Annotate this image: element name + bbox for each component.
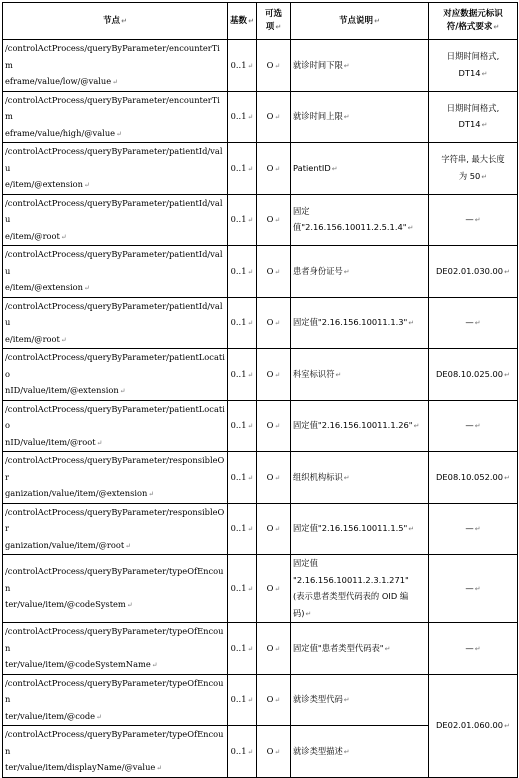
node-path-cell: /controlActProcess/queryByParameter/patientId/valu e/item/@extension↵ — [3, 246, 228, 298]
header-format: 对应数据元标识 符/格式要求↵ — [429, 3, 518, 40]
node-path-cell: /controlActProcess/queryByParameter/patientLocatio nID/value/item/@root↵ — [3, 400, 228, 452]
header-description: 节点说明↵ — [291, 3, 429, 40]
cardinality-cell: 0..1↵ — [228, 143, 257, 195]
description-cell: PatientID↵ — [291, 143, 429, 195]
cardinality-cell: 0..1↵ — [228, 40, 257, 92]
table-row — [3, 503, 518, 555]
format-cell: —↵ — [429, 297, 518, 349]
node-path-cell: /controlActProcess/queryByParameter/patientId/valu e/item/@root↵ — [3, 194, 228, 246]
node-path-cell: /controlActProcess/queryByParameter/encounterTim eframe/value/high/@value↵ — [3, 91, 228, 143]
description-cell: 固定值"2.16.156.10011.1.5"↵ — [291, 503, 429, 555]
optional-cell: O↵ — [257, 400, 291, 452]
cardinality-cell: 0..1↵ — [228, 194, 257, 246]
cardinality-cell: 0..1↵ — [228, 297, 257, 349]
node-path-cell: /controlActProcess/queryByParameter/patientId/valu e/item/@root↵ — [3, 297, 228, 349]
optional-cell: O↵ — [257, 726, 291, 778]
optional-cell: O↵ — [257, 194, 291, 246]
description-cell: 科室标识符↵ — [291, 349, 429, 401]
format-cell: —↵ — [429, 400, 518, 452]
description-cell: 固定值"2.16.156.10011.2.5.1.4"↵ — [291, 194, 429, 246]
header-optional: 可选 项↵ — [257, 3, 291, 40]
optional-cell: O↵ — [257, 555, 291, 623]
optional-cell: O↵ — [257, 40, 291, 92]
cardinality-cell: 0..1↵ — [228, 400, 257, 452]
description-cell: 患者身份证号↵ — [291, 246, 429, 298]
format-cell: 字符串, 最大长度 为 50↵ — [429, 143, 518, 195]
format-cell: —↵ — [429, 555, 518, 623]
cardinality-cell: 0..1↵ — [228, 674, 257, 726]
format-cell: —↵ — [429, 503, 518, 555]
table-row — [3, 452, 518, 504]
format-cell: DE02.01.030.00↵ — [429, 246, 518, 298]
optional-cell: O↵ — [257, 623, 291, 675]
format-cell: DE02.01.060.00↵ — [429, 674, 518, 777]
optional-cell: O↵ — [257, 452, 291, 504]
table-row — [3, 400, 518, 452]
header-node: 节点↵ — [3, 3, 228, 40]
header-row — [3, 3, 518, 40]
description-cell: 就诊类型描述↵ — [291, 726, 429, 778]
cardinality-cell: 0..1↵ — [228, 555, 257, 623]
node-path-cell: /controlActProcess/queryByParameter/responsibleOr ganization/value/item/@extension↵ — [3, 452, 228, 504]
optional-cell: O↵ — [257, 349, 291, 401]
table-row — [3, 246, 518, 298]
cardinality-cell: 0..1↵ — [228, 349, 257, 401]
cardinality-cell: 0..1↵ — [228, 503, 257, 555]
optional-cell: O↵ — [257, 143, 291, 195]
cardinality-cell: 0..1↵ — [228, 246, 257, 298]
description-cell: 就诊类型代码↵ — [291, 674, 429, 726]
description-cell: 组织机构标识↵ — [291, 452, 429, 504]
node-path-cell: /controlActProcess/queryByParameter/encounterTim eframe/value/low/@value↵ — [3, 40, 228, 92]
table-row — [3, 623, 518, 675]
optional-cell: O↵ — [257, 91, 291, 143]
node-path-cell: /controlActProcess/queryByParameter/typeOfEncoun ter/value/item/displayName/@value↵ — [3, 726, 228, 778]
description-cell: 固定值 "2.16.156.10011.2.3.1.271" (表示患者类型代码表的 OID 编码)↵ — [291, 555, 429, 623]
node-path-cell: /controlActProcess/queryByParameter/responsibleOr ganization/value/item/@root↵ — [3, 503, 228, 555]
description-cell: 就诊时间上限↵ — [291, 91, 429, 143]
format-cell: —↵ — [429, 623, 518, 675]
table-row — [3, 674, 518, 726]
node-path-cell: /controlActProcess/queryByParameter/typeOfEncoun ter/value/item/@codeSystemName↵ — [3, 623, 228, 675]
optional-cell: O↵ — [257, 246, 291, 298]
node-path-cell: /controlActProcess/queryByParameter/typeOfEncoun ter/value/item/@code↵ — [3, 674, 228, 726]
format-cell: —↵ — [429, 194, 518, 246]
cardinality-cell: 0..1↵ — [228, 726, 257, 778]
table-row — [3, 349, 518, 401]
table-row — [3, 194, 518, 246]
node-path-cell: /controlActProcess/queryByParameter/patientId/valu e/item/@extension↵ — [3, 143, 228, 195]
cardinality-cell: 0..1↵ — [228, 91, 257, 143]
header-cardinality: 基数↵ — [228, 3, 257, 40]
table-row — [3, 91, 518, 143]
description-cell: 固定值"患者类型代码表"↵ — [291, 623, 429, 675]
node-path-cell: /controlActProcess/queryByParameter/typeOfEncoun ter/value/item/@codeSystem↵ — [3, 555, 228, 623]
optional-cell: O↵ — [257, 503, 291, 555]
description-cell: 就诊时间下限↵ — [291, 40, 429, 92]
optional-cell: O↵ — [257, 674, 291, 726]
cardinality-cell: 0..1↵ — [228, 623, 257, 675]
table-body — [3, 40, 518, 778]
table-row — [3, 555, 518, 623]
format-cell: 日期时间格式, DT14↵ — [429, 40, 518, 92]
table-row — [3, 297, 518, 349]
description-cell: 固定值"2.16.156.10011.1.3"↵ — [291, 297, 429, 349]
table-row — [3, 143, 518, 195]
spec-table — [2, 2, 518, 778]
format-cell: DE08.10.025.00↵ — [429, 349, 518, 401]
cardinality-cell: 0..1↵ — [228, 452, 257, 504]
format-cell: 日期时间格式, DT14↵ — [429, 91, 518, 143]
description-cell: 固定值"2.16.156.10011.1.26"↵ — [291, 400, 429, 452]
optional-cell: O↵ — [257, 297, 291, 349]
table-row — [3, 40, 518, 92]
format-cell: DE08.10.052.00↵ — [429, 452, 518, 504]
node-path-cell: /controlActProcess/queryByParameter/patientLocatio nID/value/item/@extension↵ — [3, 349, 228, 401]
